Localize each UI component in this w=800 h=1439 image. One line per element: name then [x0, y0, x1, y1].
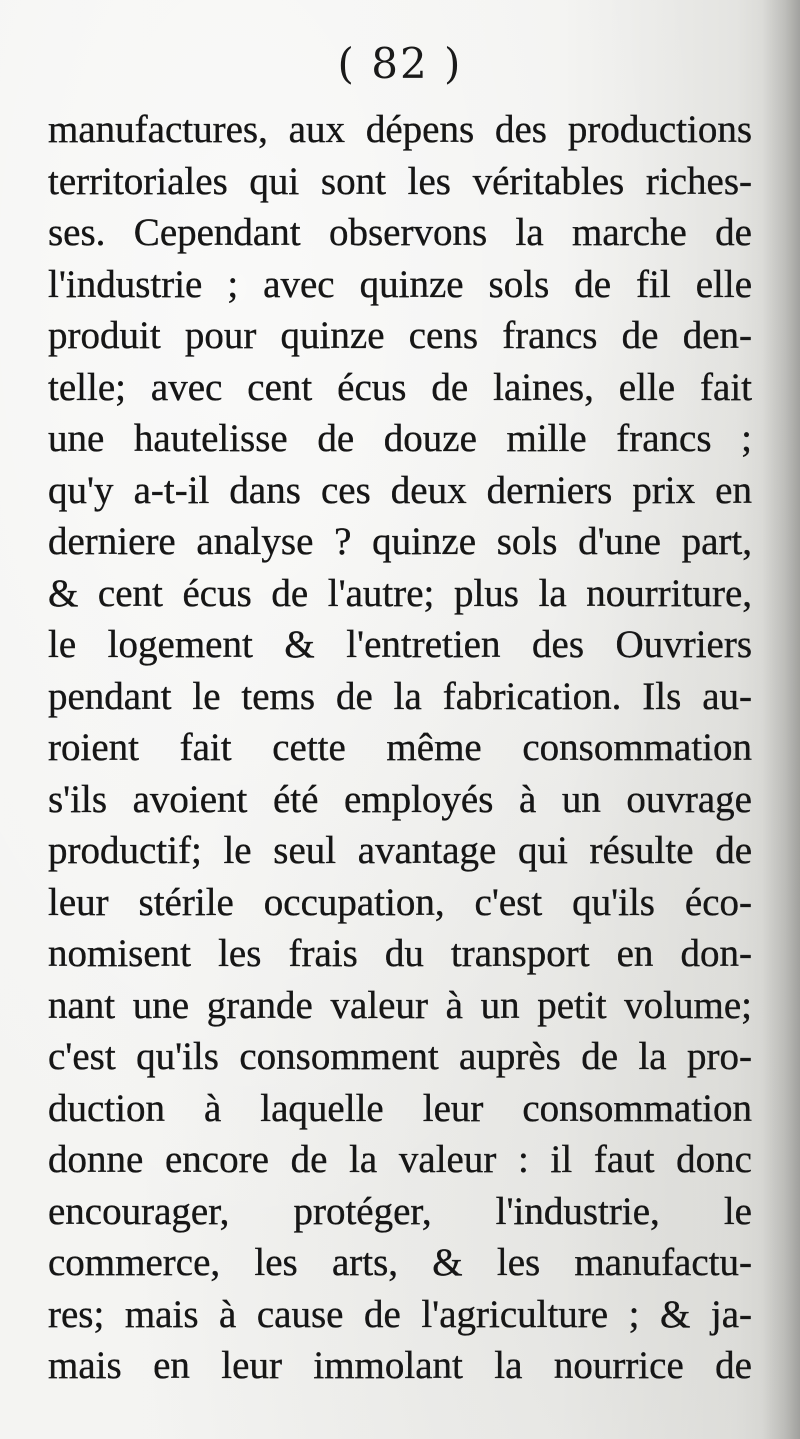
text-line: encourager, protéger, l'industrie, le — [48, 1189, 752, 1233]
text-line: roient fait cette même consommation — [48, 726, 752, 769]
text-line: le logement & l'entretien des Ouvriers — [48, 623, 752, 666]
text-line: & cent écus de l'autre; plus la nourriture, — [48, 571, 752, 615]
text-line: territoriales qui sont les véritables riches- — [48, 159, 752, 203]
text-line: mais en leur immolant la nourrice de — [48, 1344, 752, 1387]
text-line: leur stérile occupation, c'est qu'ils éco- — [48, 880, 752, 924]
text-line: s'ils avoient été employés à un ouvrage — [48, 777, 752, 821]
text-line: res; mais à cause de l'agriculture ; & ja- — [48, 1292, 752, 1336]
text-line: produit pour quinze cens francs de den- — [48, 314, 752, 357]
text-line: l'industrie ; avec quinze sols de fil elle — [48, 262, 752, 306]
text-line: nant une grande valeur à un petit volume; — [48, 983, 752, 1027]
body-text — [48, 104, 752, 1392]
text-line: pendant le tems de la fabrication. Ils au- — [48, 674, 752, 718]
page-gutter-shadow — [762, 0, 800, 1439]
text-line: manufactures, aux dépens des productions — [48, 108, 752, 151]
text-line: qu'y a-t-il dans ces deux derniers prix en — [48, 468, 752, 512]
text-line: une hautelisse de douze mille francs ; — [48, 417, 752, 460]
text-line: commerce, les arts, & les manufactu- — [48, 1241, 752, 1284]
text-line: c'est qu'ils consomment auprès de la pro- — [48, 1035, 752, 1078]
text-line: telle; avec cent écus de laines, elle fait — [48, 365, 752, 409]
text-line: ses. Cependant observons la marche de — [48, 211, 752, 254]
text-line: duction à laquelle leur consommation — [48, 1086, 752, 1130]
text-line: donne encore de la valeur : il faut donc — [48, 1138, 752, 1181]
text-line: productif; le seul avantage qui résulte de — [48, 829, 752, 872]
text-line: nomisent les frais du transport en don- — [48, 932, 752, 975]
page-number: ( 82 ) — [337, 39, 463, 88]
text-line: derniere analyse ? quinze sols d'une part, — [48, 520, 752, 563]
